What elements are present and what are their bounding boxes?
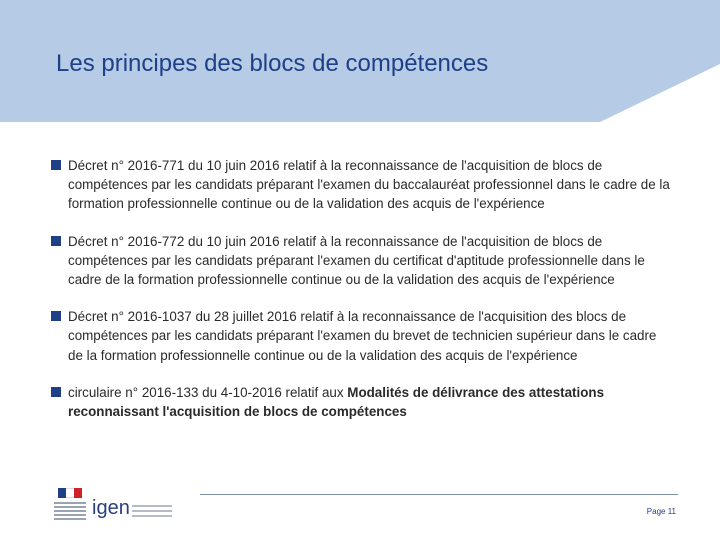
bullet-text [68,383,670,421]
bullet-text: Décret n° 2016-771 du 10 juin 2016 relatif à la reconnaissance de l'acquisition de blocs de compétences par les candidats préparant l'examen du baccalauréat professionnel dans le cadre de la formation professionnelle continue ou de la validation des acquis de l'expérience [68,158,670,212]
bullet-text-regular: circulaire n° 2016-133 du 4-10-2016 relatif aux [68,384,348,400]
bullet-text-bold: Modalités de délivrance des attestations reconnaissant l'acquisition de blocs de compétences [68,384,605,420]
igen-logo [92,498,130,518]
igen-logo-text: igen [92,497,130,519]
list-item [50,307,670,365]
footer-divider [200,494,678,495]
page-number: Page 11 [646,507,676,516]
bullet-list [50,156,670,421]
list-item [50,383,670,421]
square-bullet-icon [51,236,61,246]
square-bullet-icon [51,311,61,321]
flag-icon [58,488,82,498]
bullet-text: Décret n° 2016-772 du 10 juin 2016 relatif à la reconnaissance de l'acquisition de blocs de compétences par les candidats préparant l'examen du certificat d'aptitude professionnelle dans le cadre de la formation professionnelle continue ou de la validation des acquis de l'expérience [68,233,645,288]
page-title: Les principes des blocs de compétences [56,50,489,77]
square-bullet-icon [51,160,61,170]
republique-francaise-logo [54,488,86,532]
list-item [50,156,670,214]
bullet-text: Décret n° 2016-1037 du 28 juillet 2016 relatif à la reconnaissance de l'acquisition des blocs de compétences par les candidats préparant l'examen du brevet de technicien supérieur dans le cadre de la formation professionnelle continue ou de la validation des acquis de l'expérience [68,309,657,363]
list-item [50,232,670,290]
square-bullet-icon [51,387,61,397]
